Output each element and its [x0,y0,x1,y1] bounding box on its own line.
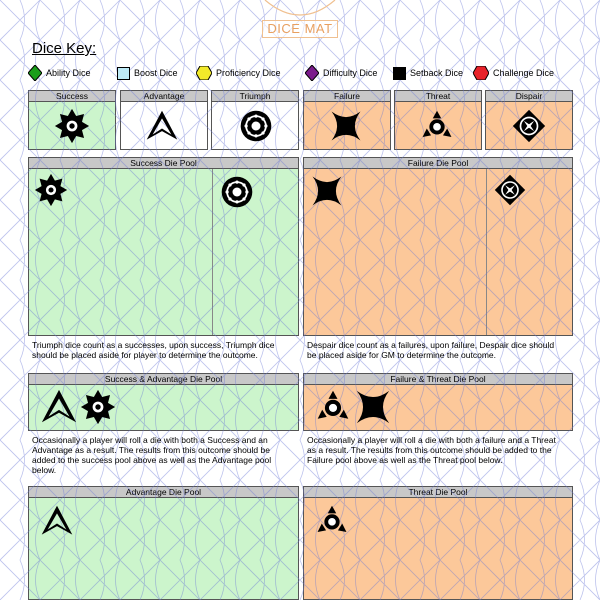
success-advantage-success-icon [80,389,116,425]
success-die-pool[interactable] [28,157,299,336]
despair-note [307,340,577,360]
purple-diamond-icon [305,65,319,81]
red-hexagon-icon [473,66,489,80]
triumph-symbol-icon [238,108,274,144]
panel-header: Dispair [486,91,572,102]
advantage-pool-advantage-icon [40,504,74,538]
note-line: be placed aside for GM to determine the outcome. [307,350,496,360]
light-blue-square-icon [117,67,130,80]
panel-header: Failure Die Pool [304,158,572,169]
legend-label: Ability Dice [46,68,91,78]
panel-header: Advantage [121,91,207,102]
note-line: Despair dice count as a failures, upon failure, Despair dice should [307,340,555,350]
failure-pool-despair-icon [494,174,526,206]
legend-label: Difficulty Dice [323,68,378,78]
legend-difficulty [305,64,377,82]
pool-divider [212,169,213,335]
legend-setback [393,64,463,82]
black-square-icon [393,67,406,80]
yellow-hexagon-icon [196,66,212,80]
legend-label: Challenge Dice [493,68,555,78]
logo-arc-icon [255,0,345,20]
threat-symbol-icon [420,109,454,143]
failure-symbol-icon [329,109,363,143]
legend-boost [117,64,178,82]
panel-header: Failure & Threat Die Pool [304,374,572,385]
legend-proficiency [196,64,281,82]
success-advantage-advantage-icon [40,388,78,426]
legend-label: Boost Dice [134,68,178,78]
panel-header: Threat Die Pool [304,487,572,498]
note-line: Triumph dice count as a successes, upon success, Triumph dice [32,340,275,350]
success-advantage-note [32,435,300,475]
failure-threat-threat-icon [315,389,351,425]
note-line: should be placed aside for player to determine the outcome. [32,350,258,360]
legend-label: Proficiency Dice [216,68,281,78]
panel-header: Failure [304,91,390,102]
panel-header: Advantage Die Pool [29,487,298,498]
green-diamond-icon [28,65,42,81]
despair-symbol-icon [512,109,546,143]
pool-divider [486,169,487,335]
failure-threat-note [307,435,577,465]
panel-header: Triumph [212,91,298,102]
failure-threat-failure-icon [354,388,392,426]
note-line: below. [32,465,57,475]
panel-header: Success [29,91,115,102]
success-pool-triumph-icon [219,174,255,210]
note-line: Advantage as a result. The results from this outcome should be [32,445,270,455]
panel-header: Success & Advantage Die Pool [29,374,298,385]
note-line: Occasionally a player will roll a die with both a Success and an [32,435,268,445]
dice-mat-title: DICE MAT [262,20,338,38]
dice-key-heading: Dice Key: [32,40,97,57]
legend-label: Setback Dice [410,68,464,78]
panel-header: Success Die Pool [29,158,298,169]
legend-challenge [473,64,554,82]
note-line: Occasionally a player will roll a die with both a failure and a Threat [307,435,556,445]
failure-pool-failure-icon [310,174,344,208]
triumph-note [32,340,300,360]
success-symbol-icon [54,108,90,144]
threat-pool-threat-icon [315,504,349,538]
legend-ability [28,64,91,82]
note-line: added to the success pool above as well as the Advantage pool [32,455,272,465]
note-line: Failure pool above as well as the Threat pool below. [307,455,503,465]
advantage-symbol-icon [145,109,179,143]
panel-header: Threat [395,91,481,102]
success-pool-success-icon [34,173,68,207]
note-line: as a result. The results from this outcome should be added to the [307,445,552,455]
